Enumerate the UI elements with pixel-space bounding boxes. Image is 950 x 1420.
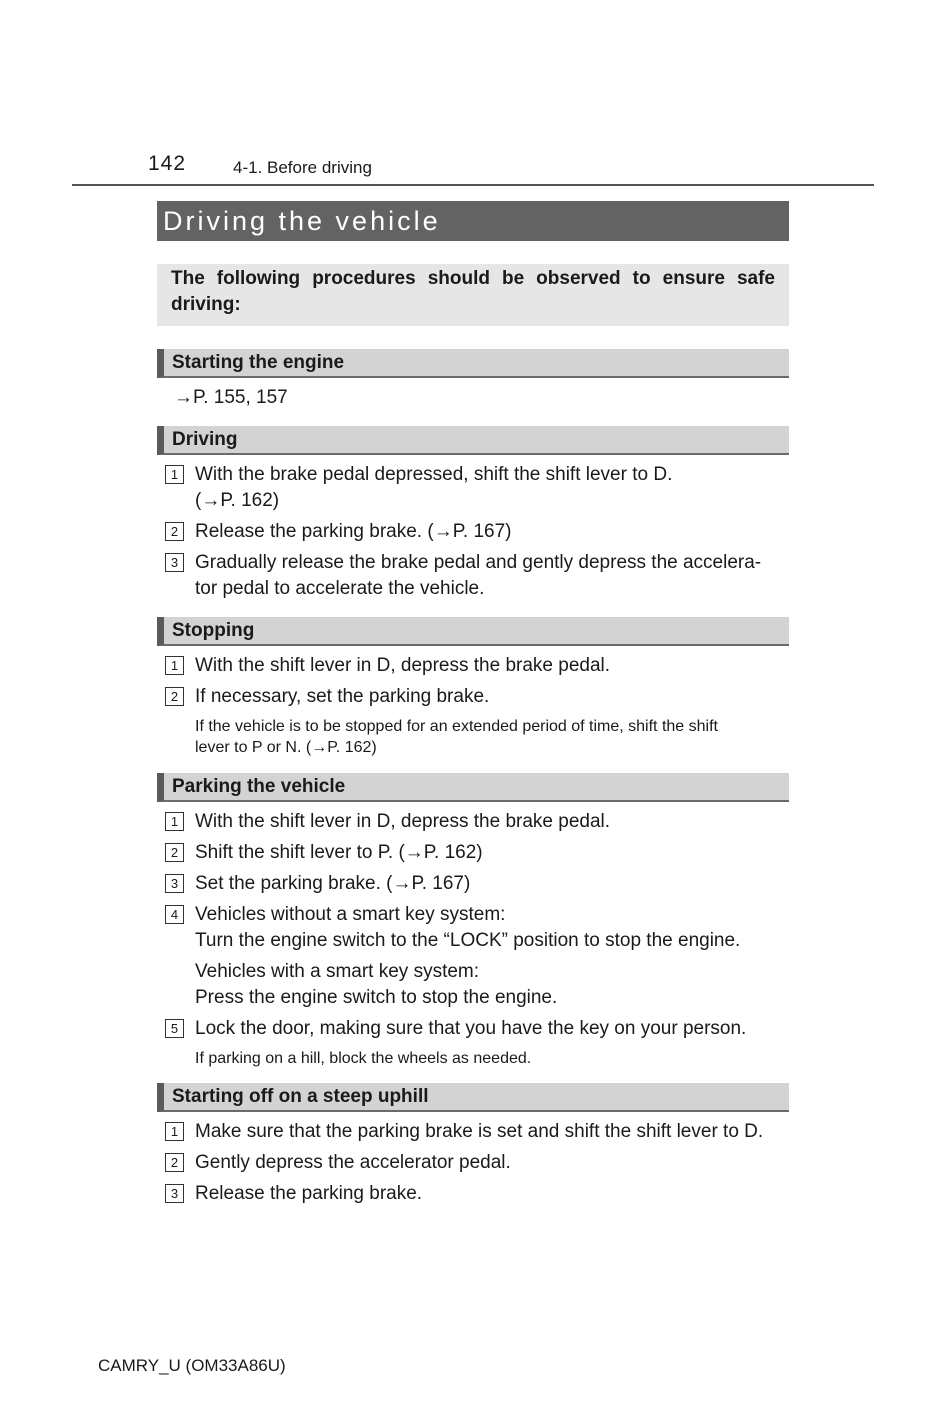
step-number: 5 (165, 1019, 184, 1038)
section-steep-uphill (157, 1083, 789, 1207)
step-number: 1 (165, 1122, 184, 1141)
footer-model-code: CAMRY_U (OM33A86U) (98, 1356, 286, 1375)
step-list (157, 1119, 789, 1207)
step-text: Release the parking brake. (→P. 167) (195, 521, 512, 542)
step-number: 2 (165, 1153, 184, 1172)
section-driving (157, 426, 789, 602)
step-item (157, 871, 789, 897)
note-text: If parking on a hill, block the wheels as needed. (195, 1050, 532, 1067)
step-text: Shift the shift lever to P. (→P. 162) (195, 842, 483, 863)
step-text: Make sure that the parking brake is set and shift the shift lever to D. (195, 1121, 764, 1142)
step-text: Turn the engine switch to the “LOCK” position to stop the engine. (195, 930, 741, 951)
header-divider (72, 184, 874, 186)
step-item (157, 550, 789, 602)
step-item (157, 1119, 789, 1145)
section-heading: Driving (157, 426, 789, 455)
step-number: 1 (165, 812, 184, 831)
step-number: 2 (165, 843, 184, 862)
section-heading: Starting off on a steep uphill (157, 1083, 789, 1112)
step-number: 3 (165, 1184, 184, 1203)
step-item (157, 684, 789, 710)
step-text: Lock the door, making sure that you have the key on your person. (195, 1018, 747, 1039)
step-text: Vehicles without a smart key system: (195, 904, 506, 925)
step-list (157, 653, 789, 710)
note-line: If the vehicle is to be stopped for an extended period of time, shift the shift (195, 718, 718, 735)
section-heading: Parking the vehicle (157, 773, 789, 802)
step-item (157, 1150, 789, 1176)
step-text: Set the parking brake. (→P. 167) (195, 873, 471, 894)
note-text (157, 716, 789, 758)
step-number: 1 (165, 656, 184, 675)
step-text: Gradually release the brake pedal and gently depress the accelera- (195, 552, 762, 573)
step-text: Gently depress the accelerator pedal. (195, 1152, 511, 1173)
step-item (157, 1181, 789, 1207)
step-item (157, 1016, 789, 1042)
step-item (157, 902, 789, 1011)
step-item (157, 809, 789, 835)
step-text: Vehicles with a smart key system: (195, 961, 480, 982)
step-item (157, 519, 789, 545)
section-heading: Stopping (157, 617, 789, 646)
step-number: 2 (165, 522, 184, 541)
page-title: Driving the vehicle (157, 201, 789, 241)
section-parking (157, 773, 789, 1069)
step-text: Press the engine switch to stop the engine. (195, 987, 558, 1008)
section-stopping (157, 617, 789, 758)
section-reference: 4-1. Before driving (233, 158, 372, 177)
step-number: 4 (165, 905, 184, 924)
step-number: 3 (165, 874, 184, 893)
step-number: 2 (165, 687, 184, 706)
section-starting-engine (157, 349, 789, 411)
section-heading: Starting the engine (157, 349, 789, 378)
step-item (157, 653, 789, 679)
step-list (157, 462, 789, 602)
step-text: If necessary, set the parking brake. (195, 686, 490, 707)
step-text: Release the parking brake. (195, 1183, 423, 1204)
note-line: lever to P or N. (→P. 162) (195, 739, 377, 756)
step-item (157, 462, 789, 514)
step-text: With the shift lever in D, depress the brake pedal. (195, 655, 611, 676)
step-text: tor pedal to accelerate the vehicle. (195, 578, 485, 599)
step-list (157, 809, 789, 1042)
page-number: 142 (148, 152, 187, 175)
step-number: 1 (165, 465, 184, 484)
step-text: (→P. 162) (195, 490, 280, 511)
intro-box: The following procedures should be observed to ensure safe driving: (157, 264, 789, 326)
step-item (157, 840, 789, 866)
step-text: With the shift lever in D, depress the brake pedal. (195, 811, 611, 832)
page-reference: →P. 155, 157 (174, 387, 288, 408)
step-number: 3 (165, 553, 184, 572)
step-text: With the brake pedal depressed, shift the shift lever to D. (195, 464, 673, 485)
